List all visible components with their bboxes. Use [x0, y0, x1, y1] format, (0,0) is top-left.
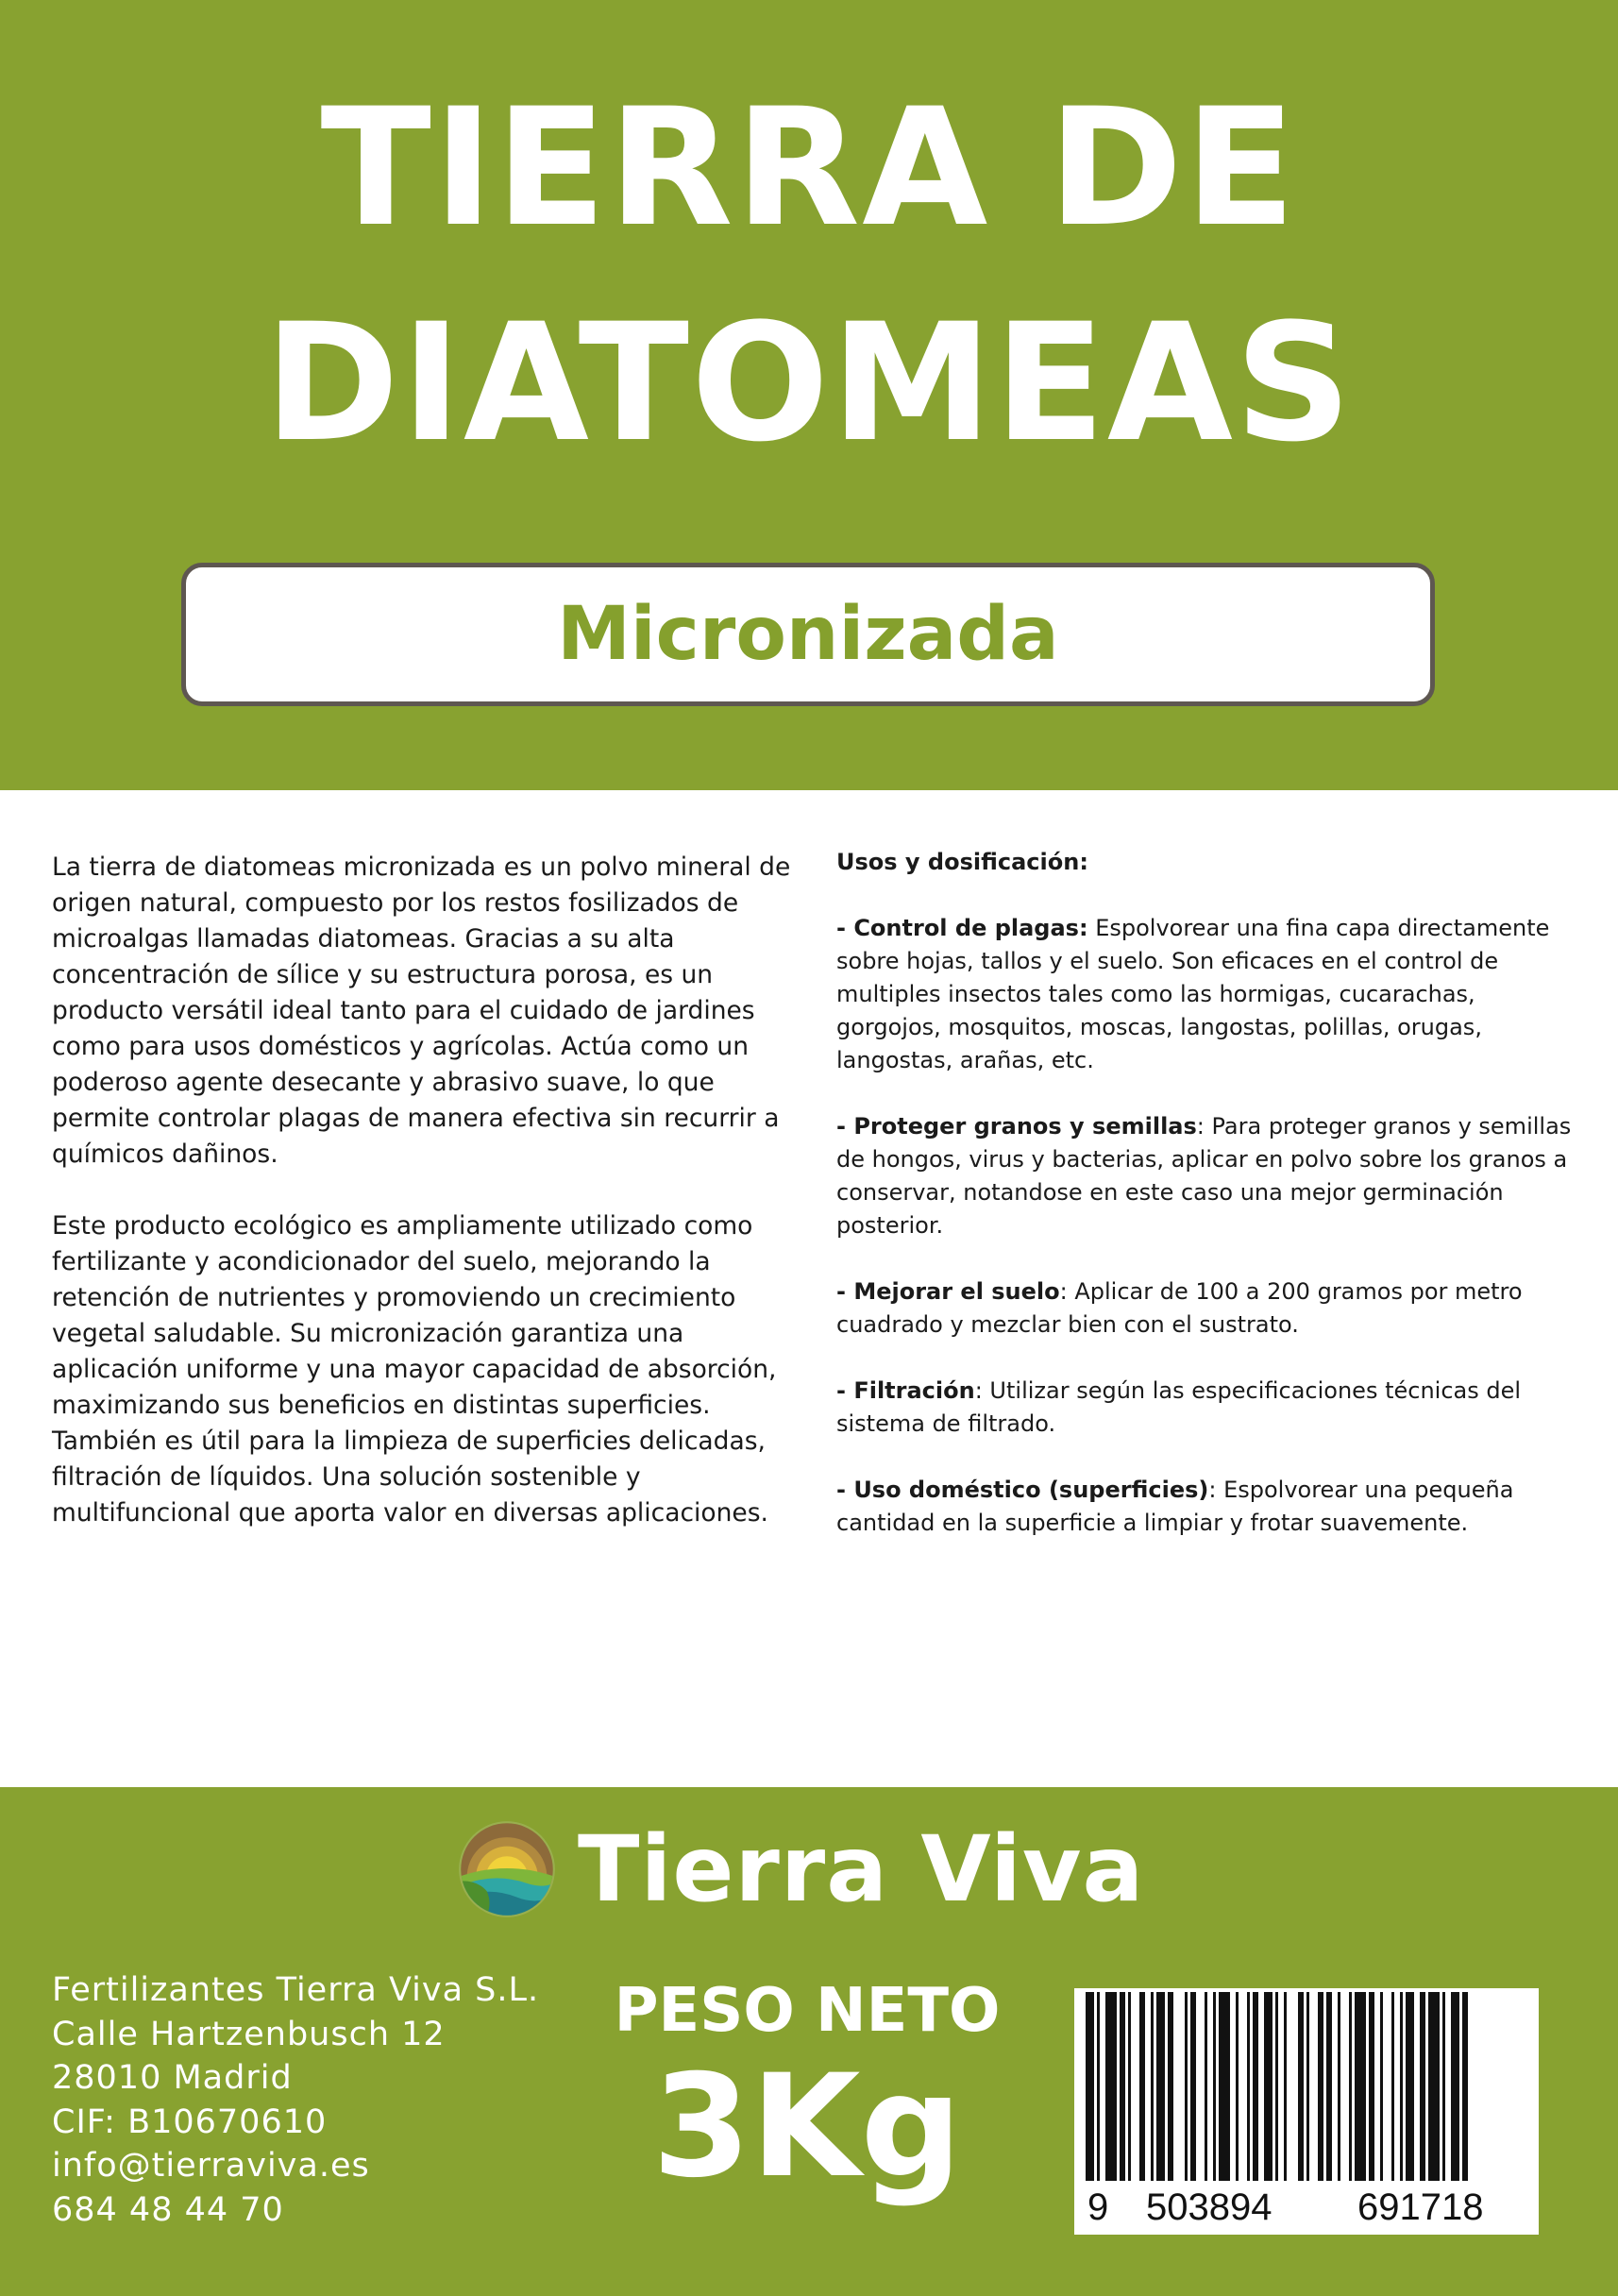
barcode-digits [1074, 2186, 1539, 2234]
use-item-uso-domestico [836, 1474, 1582, 1540]
description-paragraph-1: La tierra de diatomeas micronizada es un polvo mineral de origen natural, compuesto por los restos fosilizados de microalgas llamadas diatomeas. Gracias a su alta concentración de sílice y su estructura porosa, es un producto versátil ideal tanto para el cuidado de jardines como para usos domésticos y agrícolas. Actúa como un poderoso agente desecante y abrasivo suave, lo que permite controlar plagas de manera efectiva sin recurrir a químicos dañinos. [52, 853, 791, 1169]
barcode-digits-right: 691718 [1357, 2186, 1484, 2228]
barcode-bars-icon [1074, 1988, 1539, 2186]
product-title-line1: TIERRA DE [320, 73, 1298, 262]
use-item-title: - Filtración [836, 1377, 975, 1404]
subtitle-box [181, 563, 1435, 706]
company-cif: CIF: B10670610 [52, 2102, 328, 2141]
barcode [1074, 1988, 1539, 2235]
use-item-text: : Aplicar de 100 a 200 gramos por metro cuadrado y mezclar bien con el sustrato. [836, 1278, 1523, 1338]
company-street: Calle Hartzenbusch 12 [52, 2015, 446, 2053]
header-banner [0, 0, 1618, 790]
use-item-text: : Espolvorear una pequeña cantidad en la superficie a limpiar y frotar suavemente. [836, 1477, 1514, 1536]
description-paragraph-2: Este producto ecológico es ampliamente utilizado como fertilizante y acondicionador del suelo, mejorando la retención de nutrientes y promoviendo un crecimiento vegetal saludable. Su micronización garantiza una aplicación uniforme y una mayor capacidad de absorción, maximizando sus beneficios en distintas superficies. También es útil para la limpieza de superficies delicadas, filtración de líquidos. Una solución sostenible y multifuncional que aporta valor en diversas aplicaciones. [52, 1211, 777, 1528]
company-email[interactable]: info@tierraviva.es [52, 2147, 370, 2185]
product-title-line2: DIATOMEAS [264, 288, 1354, 478]
use-item-filtracion [836, 1375, 1582, 1441]
use-item-title: - Proteger granos y semillas [836, 1113, 1197, 1140]
use-item-text: : Para proteger granos y semillas de hongos, virus y bacterias, aplicar en polvo sobre los granos a conservar, notandose en este caso una mejor germinación posterior. [836, 1113, 1572, 1239]
company-city: 28010 Madrid [52, 2059, 293, 2097]
barcode-digit-prefix: 9 [1087, 2186, 1109, 2228]
uses-heading: Usos y dosificación: [836, 849, 1088, 875]
use-item-title: - Control de plagas: [836, 915, 1088, 941]
uses-column [836, 846, 1582, 1573]
use-item-proteger-granos [836, 1110, 1582, 1242]
use-item-control-plagas [836, 912, 1582, 1077]
use-item-title: - Uso doméstico (superficies) [836, 1477, 1209, 1503]
use-item-text: : Utilizar según las especificaciones técnicas del sistema de filtrado. [836, 1377, 1522, 1437]
description-column [52, 850, 817, 1567]
company-name: Fertilizantes Tierra Viva S.L. [52, 1971, 540, 2009]
company-info [52, 1968, 599, 2232]
net-weight-value: 3Kg [652, 2045, 962, 2209]
barcode-digits-left: 503894 [1146, 2186, 1272, 2228]
use-item-text: Espolvorear una fina capa directamente sobre hojas, tallos y el suelo. Son eficaces en el control de multiples insectos tales como las hormigas, cucarachas, gorgojos, mosquitos, moscas, langostas, polillas, orugas, langostas, arañas, etc. [836, 915, 1550, 1073]
company-phone: 684 48 44 70 [52, 2190, 284, 2229]
use-item-title: - Mejorar el suelo [836, 1278, 1060, 1305]
product-subtitle: Micronizada [557, 592, 1059, 677]
tierra-viva-logo-icon [457, 1819, 557, 1919]
use-item-mejorar-suelo [836, 1275, 1582, 1342]
brand [457, 1813, 1144, 1926]
brand-name: Tierra Viva [578, 1816, 1145, 1922]
net-weight-label: PESO NETO [614, 1976, 1001, 2046]
